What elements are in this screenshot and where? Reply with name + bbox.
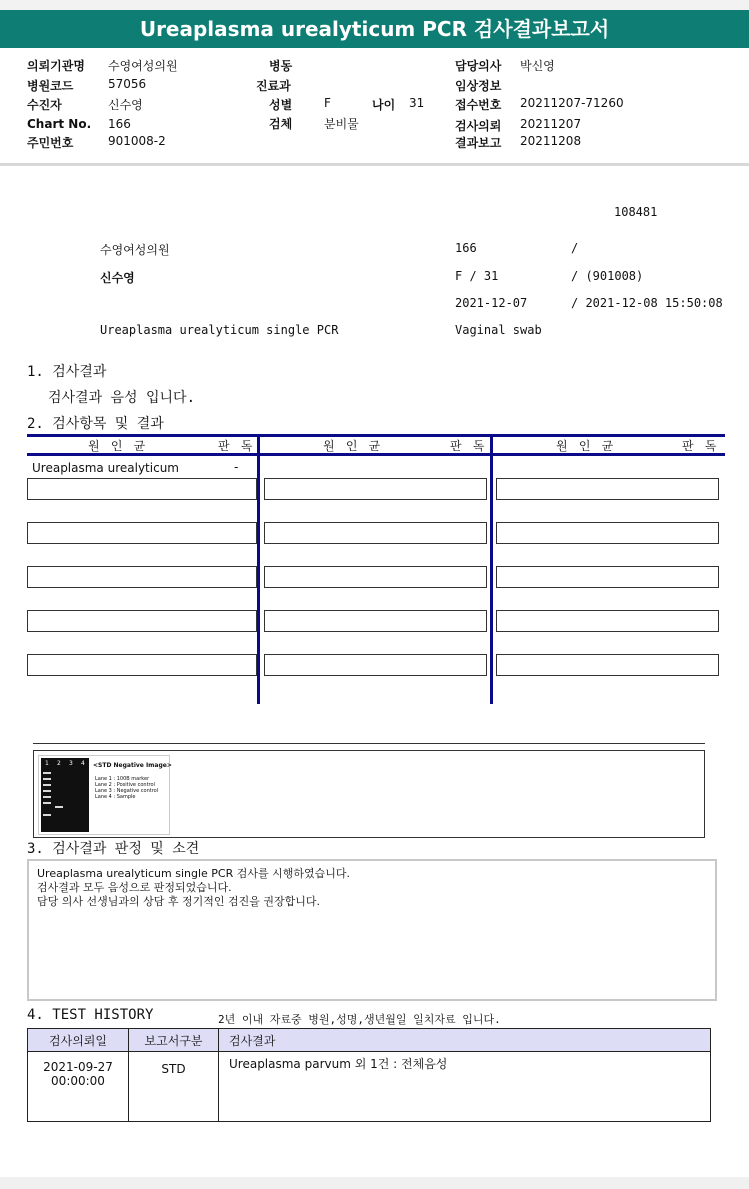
label-report-date: 결과보고 (455, 136, 502, 150)
label-clinical-info: 임상정보 (455, 79, 502, 93)
label-chart-no: Chart No. (27, 117, 92, 131)
marker-band (43, 796, 51, 798)
value-report-date: 20211208 (520, 134, 582, 148)
marker-band (43, 814, 51, 816)
value-chart-no: 166 (108, 117, 131, 131)
info-slash: / (571, 241, 579, 255)
history-result: Ureaplasma parvum 외 1건 : 전체음성 (219, 1052, 711, 1122)
history-col-type: 보고서구분 (129, 1029, 219, 1052)
lane-number-3: 3 (69, 760, 73, 767)
remark-line: 검사결과 모두 음성으로 판정되었습니다. (37, 881, 232, 894)
value-doctor: 박신영 (520, 59, 555, 73)
gel-legend-2: Lane 2 : Positive control (95, 782, 155, 788)
value-hospital-code: 57056 (108, 77, 147, 91)
value-specimen: 분비물 (324, 117, 359, 131)
empty-row-box (496, 610, 719, 632)
section1-result-text: 검사결과 음성 입니다. (48, 390, 196, 406)
section1-title: 1. 검사결과 (27, 364, 107, 380)
empty-row-box (496, 566, 719, 588)
history-table (27, 1028, 711, 1122)
col2-header-pathogen: 원 인 균 (323, 439, 383, 453)
empty-row-box (496, 654, 719, 676)
remarks-text (37, 867, 350, 909)
empty-row-box (264, 566, 487, 588)
value-sex: F (324, 96, 331, 110)
remark-line: 담당 의사 선생님과의 상담 후 정기적인 검진을 권장합니다. (37, 895, 320, 908)
info-report-datetime: / 2021-12-08 15:50:08 (571, 296, 723, 310)
info-patient: 신수영 (100, 271, 135, 285)
col3-header-pathogen: 원 인 균 (556, 439, 616, 453)
header-divider (0, 163, 749, 166)
label-request-date: 검사의뢰 (455, 119, 502, 133)
label-age: 나이 (372, 98, 396, 112)
gel-lanes (41, 758, 89, 832)
bottom-band (0, 1177, 749, 1189)
empty-row-box (27, 566, 257, 588)
empty-row-box (264, 654, 487, 676)
label-specimen: 검체 (269, 117, 293, 131)
column-divider-1 (257, 437, 260, 704)
history-note: 2년 이내 자료중 병원,성명,생년월일 일치자료 입니다. (218, 1013, 501, 1026)
lane-number-2: 2 (57, 760, 61, 767)
history-date: 2021-09-27 (43, 1060, 113, 1074)
label-resident-no: 주민번호 (27, 136, 74, 150)
info-test-name: Ureaplasma urealyticum single PCR (100, 323, 339, 337)
empty-row-box (264, 610, 487, 632)
gel-legend-1: Lane 1 : 100B marker (95, 776, 150, 782)
label-doctor: 담당의사 (455, 59, 502, 73)
marker-band (43, 784, 51, 786)
lane-number-4: 4 (81, 760, 85, 767)
remarks-box (27, 859, 717, 1001)
info-birth: / (901008) (571, 269, 644, 283)
col2-header-result: 판 독 (450, 439, 487, 453)
info-sex-age: F / 31 (455, 269, 499, 283)
section3-title: 3. 검사결과 판정 및 소견 (27, 841, 200, 857)
lane-number-1: 1 (45, 760, 49, 767)
marker-band (43, 802, 51, 804)
history-header-row (28, 1029, 711, 1052)
history-col-result: 검사결과 (219, 1029, 711, 1052)
marker-band (43, 772, 51, 774)
top-gap (0, 0, 749, 10)
empty-row-box (27, 522, 257, 544)
label-receipt-no: 접수번호 (455, 98, 502, 112)
column-divider-2 (490, 437, 493, 704)
section2-title: 2. 검사항목 및 결과 (27, 416, 164, 432)
marker-band (43, 790, 51, 792)
info-hospital: 수영여성의원 (100, 243, 170, 257)
label-hospital-code: 병원코드 (27, 79, 74, 93)
gel-image-title: <STD Negative Image> (93, 762, 172, 769)
history-type: STD (129, 1052, 219, 1122)
history-time: 00:00:00 (51, 1074, 105, 1088)
col1-header-result: 판 독 (218, 439, 255, 453)
history-cell-date (28, 1052, 129, 1122)
history-row (28, 1052, 711, 1122)
empty-row-box (264, 478, 487, 500)
remark-line: Ureaplasma urealyticum single PCR 검사를 시행하였습니다. (37, 867, 350, 880)
col1-header-pathogen: 원 인 균 (88, 439, 148, 453)
report-code: 108481 (614, 205, 658, 219)
info-chart: 166 (455, 241, 477, 255)
empty-row-box (496, 478, 719, 500)
report-title: Ureaplasma urealyticum PCR 검사결과보고서 (0, 10, 749, 48)
value-receipt-no: 20211207-71260 (520, 96, 624, 110)
col3-header-result: 판 독 (682, 439, 719, 453)
value-institution: 수영여성의원 (108, 59, 178, 73)
empty-row-box (27, 478, 257, 500)
label-sex: 성별 (269, 98, 293, 112)
empty-row-box (496, 522, 719, 544)
gel-legend-3: Lane 3 : Negative control (95, 788, 159, 794)
label-patient: 수진자 (27, 98, 62, 112)
value-age: 31 (409, 96, 425, 110)
image-area-top-rule (33, 743, 705, 744)
empty-row-box (27, 654, 257, 676)
positive-control-band (55, 806, 63, 808)
value-resident-no: 901008-2 (108, 134, 166, 148)
value-request-date: 20211207 (520, 117, 582, 131)
section4-title: 4. TEST HISTORY (27, 1007, 154, 1023)
result-pathogen: Ureaplasma urealyticum (32, 461, 179, 475)
marker-band (43, 778, 51, 780)
label-institution: 의뢰기관명 (27, 59, 85, 73)
result-value: - (234, 460, 239, 474)
history-col-date: 검사의뢰일 (28, 1029, 129, 1052)
gel-legend-4: Lane 4 : Sample (95, 794, 136, 800)
info-request-date: 2021-12-07 (455, 296, 528, 310)
info-specimen: Vaginal swab (455, 323, 542, 337)
value-patient: 신수영 (108, 98, 143, 112)
empty-row-box (27, 610, 257, 632)
label-dept: 진료과 (256, 79, 291, 93)
gel-electrophoresis-image (38, 755, 170, 835)
empty-row-box (264, 522, 487, 544)
label-ward: 병동 (269, 59, 293, 73)
